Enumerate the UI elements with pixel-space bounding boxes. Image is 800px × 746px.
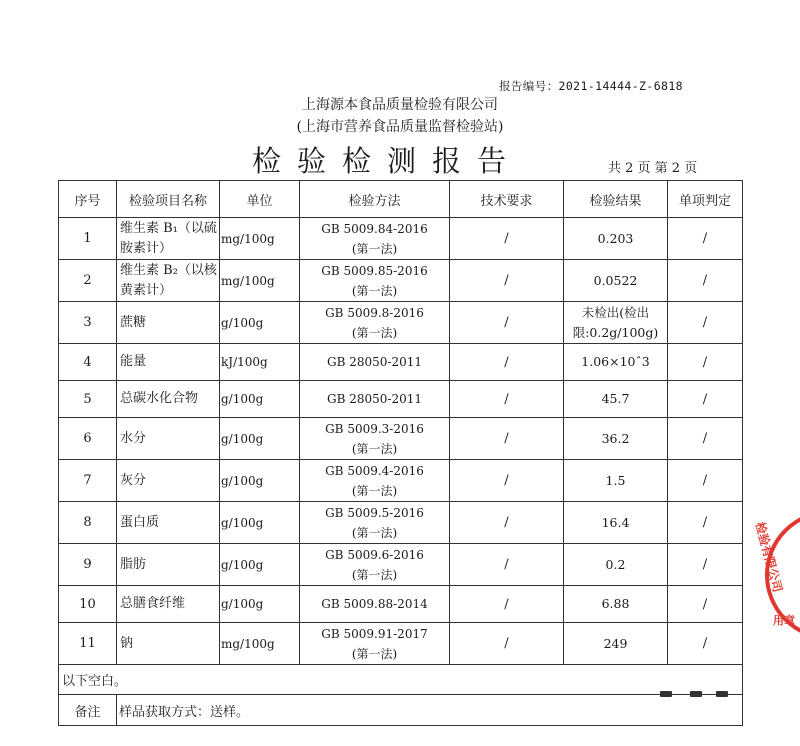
cell-judgement	[668, 381, 743, 418]
cell-unit-text: kJ/100g	[221, 355, 268, 369]
cell-unit	[220, 218, 300, 260]
cell-requirement	[450, 218, 564, 260]
cell-judgement-text: /	[702, 431, 708, 446]
cell-judgement-text: /	[702, 273, 708, 288]
col-header-unit: 单位	[220, 181, 300, 218]
cell-judgement	[668, 260, 743, 302]
cell-unit	[220, 623, 300, 665]
table-row	[59, 344, 743, 381]
cell-requirement	[450, 381, 564, 418]
table-row	[59, 544, 743, 586]
cell-method-text: (第一法)	[351, 525, 398, 540]
cell-judgement-text: /	[702, 231, 708, 246]
cell-result	[564, 544, 668, 586]
cell-item-name-text: 蛋白质	[120, 514, 160, 530]
cell-method	[300, 623, 450, 665]
cell-requirement-text: /	[504, 515, 509, 530]
cell-unit-text: mg/100g	[221, 636, 275, 651]
cell-result-text: 1.06×10ˆ3	[581, 354, 650, 369]
cell-result	[564, 460, 668, 502]
cell-unit-text: g/100g	[221, 557, 264, 572]
cell-item-name	[117, 302, 220, 344]
cell-judgement-text: /	[702, 636, 708, 651]
cell-judgement	[668, 502, 743, 544]
cell-item-name	[117, 381, 220, 418]
cell-no	[59, 460, 117, 502]
cell-unit	[220, 381, 300, 418]
cell-method	[300, 502, 450, 544]
cell-requirement-text: /	[504, 273, 509, 288]
cell-method-text: (第一法)	[351, 283, 398, 298]
cell-unit-text: mg/100g	[221, 273, 275, 288]
table-row	[59, 418, 743, 460]
cell-result	[564, 344, 668, 381]
cell-no-text: 7	[83, 473, 92, 488]
cell-method-text: (第一法)	[351, 241, 398, 256]
cell-method-text: GB 5009.5-2016	[325, 505, 424, 520]
table-header-row	[59, 181, 743, 218]
cell-judgement-text: /	[702, 354, 708, 370]
cell-no	[59, 544, 117, 586]
cell-item-name-text: 胺素计）	[120, 240, 173, 256]
cell-no	[59, 381, 117, 418]
cell-unit-text: mg/100g	[221, 231, 275, 246]
cell-requirement	[450, 623, 564, 665]
cell-method	[300, 260, 450, 302]
cell-item-name-text: 脂肪	[120, 556, 147, 572]
cell-result	[564, 218, 668, 260]
cell-result	[564, 302, 668, 344]
cell-judgement	[668, 460, 743, 502]
cell-requirement	[450, 260, 564, 302]
cell-method	[300, 344, 450, 381]
col-header-item: 检验项目名称	[117, 181, 220, 218]
cell-unit-text: g/100g	[221, 392, 264, 406]
cell-no-text: 2	[83, 273, 92, 288]
results-table	[58, 180, 743, 726]
table-row	[59, 586, 743, 623]
cell-result-text: 16.4	[601, 514, 630, 530]
cell-method-text: (第一法)	[351, 567, 398, 582]
cell-method-text: (第一法)	[351, 441, 398, 456]
cell-unit-text: g/100g	[221, 597, 264, 611]
cell-requirement-text: /	[504, 231, 509, 246]
cell-requirement-text: /	[504, 557, 509, 572]
cell-result	[564, 623, 668, 665]
cell-judgement	[668, 218, 743, 260]
cell-method	[300, 418, 450, 460]
cell-judgement	[668, 418, 743, 460]
cell-item-name-text: 能量	[120, 354, 147, 369]
cell-unit	[220, 302, 300, 344]
cell-result	[564, 418, 668, 460]
cell-item-name-text: 水分	[120, 430, 147, 446]
cell-item-name	[117, 344, 220, 381]
cell-no	[59, 623, 117, 665]
cell-no-text: 10	[79, 596, 96, 612]
remark-row	[59, 695, 743, 726]
cell-unit	[220, 344, 300, 381]
cell-method	[300, 218, 450, 260]
cell-result	[564, 502, 668, 544]
table-row	[59, 381, 743, 418]
cell-method-text: GB 5009.3-2016	[325, 421, 424, 436]
seal-stamp-text: 检验有限公司	[752, 520, 785, 594]
cell-item-name	[117, 260, 220, 302]
cell-requirement-text: /	[504, 431, 509, 446]
cell-method-text: GB 28050-2011	[327, 355, 422, 369]
cell-judgement-text: /	[702, 473, 708, 488]
cell-judgement-text: /	[702, 596, 708, 612]
cell-item-name	[117, 218, 220, 260]
cell-no-text: 6	[83, 431, 92, 446]
cell-requirement	[450, 344, 564, 381]
cell-no	[59, 418, 117, 460]
cell-method	[300, 544, 450, 586]
cell-requirement	[450, 502, 564, 544]
cell-requirement	[450, 418, 564, 460]
cell-method	[300, 586, 450, 623]
cell-no-text: 3	[83, 315, 92, 330]
cell-no	[59, 218, 117, 260]
cell-result-text: 限:0.2g/100g)	[572, 324, 659, 340]
cell-method	[300, 381, 450, 418]
cell-unit	[220, 460, 300, 502]
cell-method-text: GB 28050-2011	[327, 392, 422, 406]
cell-judgement	[668, 544, 743, 586]
table-row	[59, 218, 743, 260]
cell-unit-text: g/100g	[221, 431, 264, 446]
cell-item-name	[117, 586, 220, 623]
table-row	[59, 302, 743, 344]
cell-no-text: 5	[83, 391, 92, 407]
cell-method-text: (第一法)	[351, 325, 398, 340]
cell-judgement	[668, 623, 743, 665]
cell-judgement-text: /	[702, 315, 708, 330]
remark-label: 备注	[59, 695, 117, 726]
cell-result	[564, 260, 668, 302]
cell-item-name	[117, 460, 220, 502]
cell-result-text: 未检出(检出	[581, 304, 650, 320]
cell-result-text: 249	[603, 635, 628, 651]
cell-method-text: (第一法)	[351, 646, 398, 661]
cell-item-name	[117, 623, 220, 665]
cell-no-text: 1	[83, 231, 92, 246]
cell-unit-text: g/100g	[221, 473, 264, 488]
cell-method	[300, 302, 450, 344]
cell-no	[59, 302, 117, 344]
company-subtitle: (上海市营养食品质量监督检验站)	[296, 119, 504, 135]
cell-requirement	[450, 544, 564, 586]
cell-method-text: (第一法)	[351, 483, 398, 498]
cell-unit	[220, 418, 300, 460]
cell-requirement-text: /	[504, 391, 509, 407]
cell-no-text: 4	[83, 354, 92, 370]
scan-mark	[690, 691, 702, 697]
page-info: 共 2 页 第 2 页	[608, 161, 698, 176]
cell-judgement-text: /	[702, 557, 708, 572]
remark-text: 样品获取方式：送样。	[117, 695, 743, 726]
cell-unit	[220, 502, 300, 544]
cell-requirement-text: /	[504, 596, 509, 612]
cell-item-name-text: 蔗糖	[120, 314, 147, 330]
company-name: 上海源本食品质量检验有限公司	[302, 97, 498, 113]
table-row	[59, 260, 743, 302]
cell-no-text: 8	[83, 515, 92, 530]
cell-method-text: GB 5009.85-2016	[321, 263, 428, 278]
cell-item-name-text: 总碳水化合物	[120, 391, 199, 406]
cell-item-name-text: 维生素 B₂（以核	[120, 262, 217, 278]
cell-item-name-text: 总膳食纤维	[120, 596, 186, 611]
col-header-no: 序号	[59, 181, 117, 218]
table-row	[59, 460, 743, 502]
cell-no	[59, 344, 117, 381]
col-header-method: 检验方法	[300, 181, 450, 218]
cell-judgement-text: /	[702, 515, 708, 530]
col-header-result: 检验结果	[564, 181, 668, 218]
cell-result-text: 0.0522	[593, 272, 638, 288]
cell-no-text: 9	[83, 557, 92, 572]
cell-method-text: GB 5009.88-2014	[321, 597, 428, 611]
cell-requirement	[450, 586, 564, 623]
cell-unit-text: g/100g	[221, 315, 264, 330]
cell-method-text: GB 5009.91-2017	[321, 626, 428, 641]
cell-result-text: 0.203	[597, 230, 634, 246]
report-title: 检验检测报告	[252, 144, 523, 178]
scan-mark	[716, 691, 728, 697]
blank-note: 以下空白。	[59, 665, 743, 695]
cell-item-name-text: 维生素 B₁（以硫	[120, 220, 217, 236]
cell-requirement-text: /	[504, 354, 509, 370]
cell-requirement-text: /	[504, 315, 509, 330]
cell-item-name	[117, 502, 220, 544]
table-row	[59, 623, 743, 665]
cell-requirement-text: /	[504, 473, 509, 488]
cell-result	[564, 381, 668, 418]
cell-no	[59, 260, 117, 302]
cell-no	[59, 502, 117, 544]
scan-mark	[660, 691, 672, 697]
cell-method-text: GB 5009.6-2016	[325, 547, 424, 562]
seal-stamp-text-2: 用章	[773, 614, 795, 627]
cell-no	[59, 586, 117, 623]
cell-result-text: 0.2	[605, 556, 626, 572]
cell-no-text: 11	[79, 636, 96, 651]
cell-item-name-text: 黄素计）	[120, 282, 173, 298]
cell-judgement	[668, 586, 743, 623]
cell-result	[564, 586, 668, 623]
report-number: 报告编号：2021-14444-Z-6818	[499, 79, 684, 93]
table-row	[59, 502, 743, 544]
cell-method	[300, 460, 450, 502]
cell-result-text: 6.88	[601, 596, 630, 611]
cell-item-name	[117, 544, 220, 586]
blank-note-row	[59, 665, 743, 695]
cell-item-name	[117, 418, 220, 460]
cell-item-name-text: 灰分	[120, 472, 147, 488]
cell-requirement	[450, 460, 564, 502]
cell-item-name-text: 钠	[120, 635, 134, 651]
cell-unit	[220, 544, 300, 586]
col-header-requirement: 技术要求	[450, 181, 564, 218]
cell-judgement-text: /	[702, 391, 708, 407]
col-header-judgement: 单项判定	[668, 181, 743, 218]
cell-unit-text: g/100g	[221, 515, 264, 530]
cell-method-text: GB 5009.8-2016	[325, 305, 424, 320]
cell-unit	[220, 586, 300, 623]
cell-result-text: 1.5	[605, 472, 626, 488]
cell-requirement-text: /	[504, 636, 509, 651]
cell-method-text: GB 5009.4-2016	[325, 463, 424, 478]
cell-result-text: 36.2	[601, 430, 630, 446]
cell-result-text: 45.7	[601, 391, 630, 406]
cell-requirement	[450, 302, 564, 344]
cell-judgement	[668, 302, 743, 344]
cell-unit	[220, 260, 300, 302]
cell-judgement	[668, 344, 743, 381]
cell-method-text: GB 5009.84-2016	[321, 221, 428, 236]
